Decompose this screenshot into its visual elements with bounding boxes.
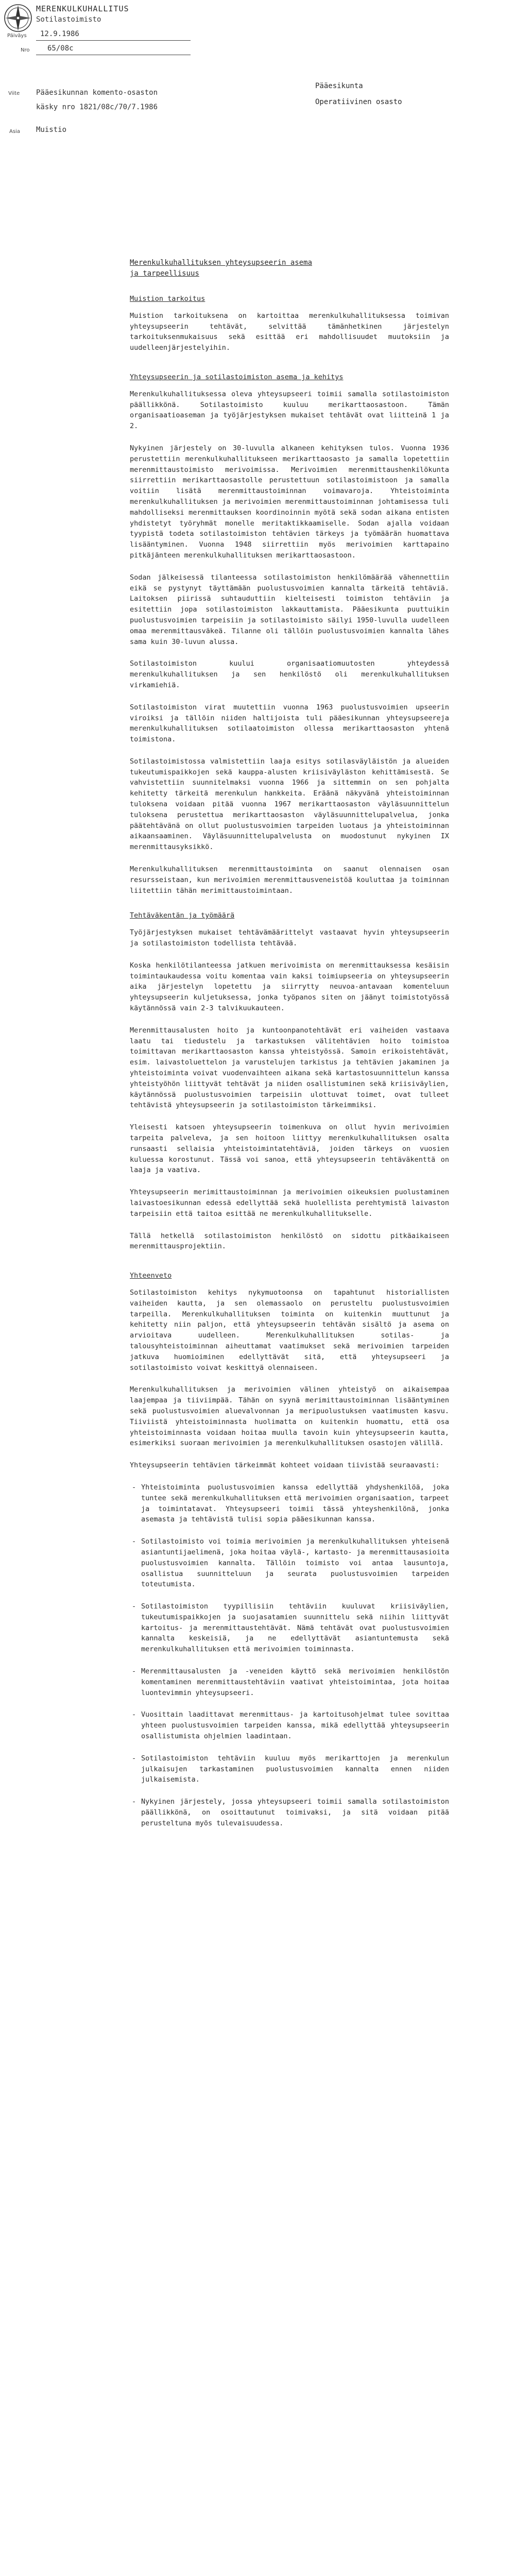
list-item: - Sotilastoimiston tehtäviin kuuluu myös merikarttojen ja merenkulun julkaisujen tarkastaminen puolustusvoimien kannalta ennen niiden julkaisemista. [130,1753,449,1785]
paragraph: Merenkulkuhallituksessa oleva yhteysupseeri toimii samalla sotilastoimiston päällikkönä. Sotilastoimisto kuuluu merikarttaosastoon. Tämän organisaatioaseman ja työjärjestyksen mukaiset tehtävät ovat liitteinä 1 ja 2. [130,389,449,431]
subject-value: Muistio [36,126,67,134]
date-rule [36,40,191,41]
paragraph: Yleisesti katsoen yhteysupseerin toimenkuva on ollut hyvin merivoimien tarpeita palveleva, ja sen hoitoon liittyy merenkulkuhallituksen osalta runsaasti sellaisia yhteistoimintatehtäviä, joiden tärkeys on vuosien kuluessa korostunut. Tässä voi sanoa, että yhteysupseerin tehtäväkenttä on laaja ja vaativa. [130,1123,449,1175]
memo-body [130,258,449,1840]
paragraph: Työjärjestyksen mukaiset tehtävämäärittelyt vastaavat hyvin yhteysupseerin ja sotilastoimiston todellista tehtävää. [130,928,449,948]
paragraph: Yhteysupseerin merimittaustoiminnan ja merivoimien oikeuksien puolustaminen laivastoesikunnan edessä edellyttää sekä huolellista perehtymistä laivaston tarpeisiin että taitoa esittää ne merenkulkuhallitukselle. [130,1188,449,1218]
paragraph: Merenmittausalusten hoito ja kuntoonpanotehtävät eri vaiheiden vastaava laatu tai tiedustelu ja tarkastuksen välitehtävien hoito toimistoa toimittavan merikarttaosaston kanssa yhteistyössä. Samoin erikoistehtävät, esim. laivastoluettelon ja varustelujen tarkistus ja tehtävien jakaminen ja yhteistoiminta voivat vuodenvaihteen aikana sekä kartastosuunnittelun kanssa yhteistyöhön liittyvät tehtävät ja niiden osallistuminen sekä kriisiväylien, käytännössä puolustusvoimien tarpeisiin ulottuvat toimet, ovat tulleet tehtävistä yhteysupseerin ja sotilastoimiston tärkeimmiksi. [130,1026,449,1110]
paragraph: Merenkulkuhallituksen merenmittaustoiminta on saanut olennaisen osan resursseistaan, kun merivoimien merenmittausveneistöä kouluttaa ja toiminnan liitettiin tähän merimittaustoimintaan. [130,865,449,895]
date-value: 12.9.1986 [40,30,79,38]
list-item: - Vuosittain laadittavat merenmittaus- ja kartoitusohjelmat tulee sovittaa yhteen puolustusvoimien tarpeiden kanssa, mikä edellyttää yhteysupseerin osallistumista ohjelmien laadintaan. [130,1709,449,1741]
date-label: Päiväys [7,33,27,39]
recipient [315,78,402,110]
main-heading-line-2: ja tarpeellisuus [130,269,199,278]
main-heading-line-1: Merenkulkuhallituksen yhteysupseerin asema [130,259,313,267]
paragraph: Sodan jälkeisessä tilanteessa sotilastoimiston henkilömäärää vähennettiin eikä se pystynyt täyttämään puolustusvoimien kannalta tärkeitä tehtäviä. Laitoksen piirissä suhtauduttiin kielteisesti toimiston tehtäviin ja esitettiin jopa sotilastoimiston lakkauttamista. Pääesikunta puuttuikin puolustusvoimien tarpeisiin ja sotilastoimisto säilyi 1950-luvulla uudelleen omaa merenmittausväkeä. Tilanne oli tällöin puolustusvoimien kannalta lähes sama kuin 30-luvun alussa. [130,573,449,646]
list-item: - Sotilastoimiston tyypillisiin tehtäviin kuuluvat kriisiväylien, tukeutumispaikkojen ja suojasatamien suunnittelu sekä niihin liittyvät kartoitus- ja merenmittaustehtävät. Nämä tehtävät ovat puolustusvoimien kannalta keskeisiä, ja ne edellyttävät asiantuntemusta sekä merenkulkuhallituksen että merivoimien toiminnasta. [130,1601,449,1655]
paragraph: Sotilastoimiston kehitys nykymuotoonsa on tapahtunut historiallisten vaiheiden kautta, ja sen olemassaolo on perusteltu puolustusvoimien tarpeilla. Merenkulkuhallituksen toiminta on kuitenkin muuttunut ja kehitetty niin paljon, että yhteysupseerin tehtävän sisältö ja asema on arvioitava uudelleen. Merenkulkuhallituksen sotilas- ja talousyhteistoiminnan aiheuttamat vaatimukset sekä merivoimien tarpeiden jatkuva huomioiminen edellyttävät sitä, että yhteysupseeri ja sotilastoimisto voivat keskittyä olennaiseen. [130,1288,449,1372]
paragraph: Koska henkilötilanteessa jatkuen merivoimista on merenmittauksessa kesäisin toimintaukaudessa voitu komentaa vain kaksi toimiupseeria on yhteysupseerin aika järjestelyn lopetettu ja siirrytty neuvoa-antavaan komenteluun yhteysupseerin kuljetuksessa, jonka työpanos siten on jäänyt toimistotyössä käytännössä vain 2-3 talvikuukauteen. [130,961,449,1013]
section-heading: Yhteysupseerin ja sotilastoimiston asema ja kehitys [130,372,344,381]
paragraph: Merenkulkuhallituksen ja merivoimien välinen yhteistyö on aikaisempaa laajempaa ja tiiviimpää. Tähän on syynä merimittaustoiminnan lisääntyminen sekä puolustusvoimien aluevalvonnan ja meripuolustuksen vaatimusten kasvu. Tiiviistä yhteistoiminnasta huolimatta on kuitenkin huomattu, että osa yhteistoiminnasta voidaan hoitaa muulla tavoin kuin yhteysupseerin kautta, esimerkiksi suoraan merivoimien ja merenkulkuhallituksen osastojen välillä. [130,1385,449,1448]
recipient-line-2: Operatiivinen osasto [315,98,402,106]
list-item: - Merenmittausalusten ja -veneiden käyttö sekä merivoimien henkilöstön komentaminen merenmittaustehtäviin vaativat yhteistoimintaa, jota hoitaa luontevimmin yhteysupseeri. [130,1666,449,1698]
recipient-line-1: Pääesikunta [315,82,363,90]
subject-label: Asia [9,129,20,134]
unit-name: Sotilastoimisto [36,15,101,24]
summary-list [130,1482,449,1829]
paragraph: Nykyinen järjestely on 30-luvulla alkaneen kehityksen tulos. Vuonna 1936 perustettiin merenkulkuhallitukseen merikarttaosasto ja samalla lopetettiin merenmittaustoimisto merivoimissa. Merivoimien merenmittaushenkilökunta siirrettiin merikarttaosastolle perustettuun sotilastoimistoon ja samalla voitiin lisätä merenmittaustoiminnan voimavaroja. Yhteistoiminta merenkulkuhallituksen ja merivoimien merenmittaustoiminnan johtamisessa tuli mahdolliseksi merenmittauksen koordinoinnin myötä sekä sodan aikana entisten yhdistetyt työryhmät monelle meritaktikkaamiselle. Sodan ajalla voidaan tyypistä todeta sotilastoimiston tehtävien tärkeys ja työmäärän huomattava lisääntyminen. Vuonna 1948 siirrettiin myös merivoimien karttapaino pitkäjänteen merenkulkuhallituksen merikarttaosastoon. [130,444,449,560]
paragraph: Yhteysupseerin tehtävien tärkeimmät kohteet voidaan tiivistää seuraavasti: [130,1461,440,1470]
main-heading [130,258,449,279]
reference-line-2: käsky nro 1821/08c/70/7.1986 [36,103,158,111]
paragraph: Sotilastoimistossa valmistettiin laaja esitys sotilasväyläistön ja alueiden tukeutumispaikkojen sekä kauppa-alusten kriisiväyläston kehittämisestä. Se vahvistettiin suunnitelmaksi vuonna 1966 ja sittemmin on sen pohjalta kehitetty tärkeitä merenkulun hankkeita. Eräänä näkyvänä yhteistoiminnan tuloksena voidaan pitää vuonna 1967 merikarttaosaston väyläsuunnittelun tuloksena perustettua merikarttaosaston väyläsuunnittelupalvelua, jonka päätehtävänä on ollut puolustusvoimien tarpeiden luotaus ja yhteistoiminnan aikaansaaminen. Väyläsuunnittelupalvelusta on muodostunut nykyinen IX merenmittausyksikkö. [130,757,449,852]
reference-line-1: Pääesikunnan komento-osaston [36,89,158,97]
list-item: - Yhteistoiminta puolustusvoimien kanssa edellyttää yhdyshenkilöä, joka tuntee sekä merenkulkuhallituksen että merivoimien organisaation, tarpeet ja toimintatavat. Yhteysupseeri toimii tässä yhteyshenkilönä, jonka asemasta ja tehtävistä tulisi sopia pääesikunnan kanssa. [130,1482,449,1525]
paragraph: Sotilastoimiston virat muutettiin vuonna 1963 puolustusvoimien upseerin viroiksi ja tällöin niiden haltijoista tuli pääesikunnan yhteysupseereja merenkulkuhallituksen sotilaatoimiston ollessa merikarttaosaston yhtenä toimistona. [130,703,449,744]
paragraph: Muistion tarkoituksena on kartoittaa merenkulkuhallituksessa toimivan yhteysupseerin tehtävät, selvittää tämänhetkinen järjestelyn tarkoituksenmukaisuus sekä esittää eri mahdollisuudet muutoksiin ja uudelleenjärjestelyihin. [130,311,449,352]
list-item: - Sotilastoimisto voi toimia merivoimien ja merenkulkuhallituksen yhteisenä asiantuntijaelimenä, joka hoitaa väylä-, kartasto- ja merenmittausasioita puolustusvoimien kannalta. Tällöin toimisto voi antaa lausuntoja, osallistua suunnitteluun ja seurata puolustusvoimien tarpeiden toteutumista. [130,1536,449,1590]
number-value: 65/08c [47,44,74,53]
list-item: - Nykyinen järjestely, jossa yhteysupseeri toimii samalla sotilastoimiston päällikkönä, on osoittautunut toimivaksi, ja sitä voidaan pitää perusteltuna myös tulevaisuudessa. [130,1797,449,1828]
number-label: Nro [21,47,30,53]
paragraph: Tällä hetkellä sotilastoimiston henkilöstö on sidottu pitkäaikaiseen merenmittausprojektiin. [130,1231,449,1251]
reference-label: Viite [8,91,20,96]
org-name: MERENKULKUHALLITUS [36,4,129,13]
section-heading: Yhteenveto [130,1272,172,1280]
paragraph: Sotilastoimiston kuului organisaatiomuutosten yhteydessä merenkulkuhallituksen ja sen henkilöstö oli merenkulkuhallituksen virkamiehiä. [130,659,449,689]
section-heading: Muistion tarkoitus [130,295,205,303]
section-heading: Tehtäväkentän ja työmäärä [130,911,235,920]
compass-rose-logo-icon [3,3,33,33]
